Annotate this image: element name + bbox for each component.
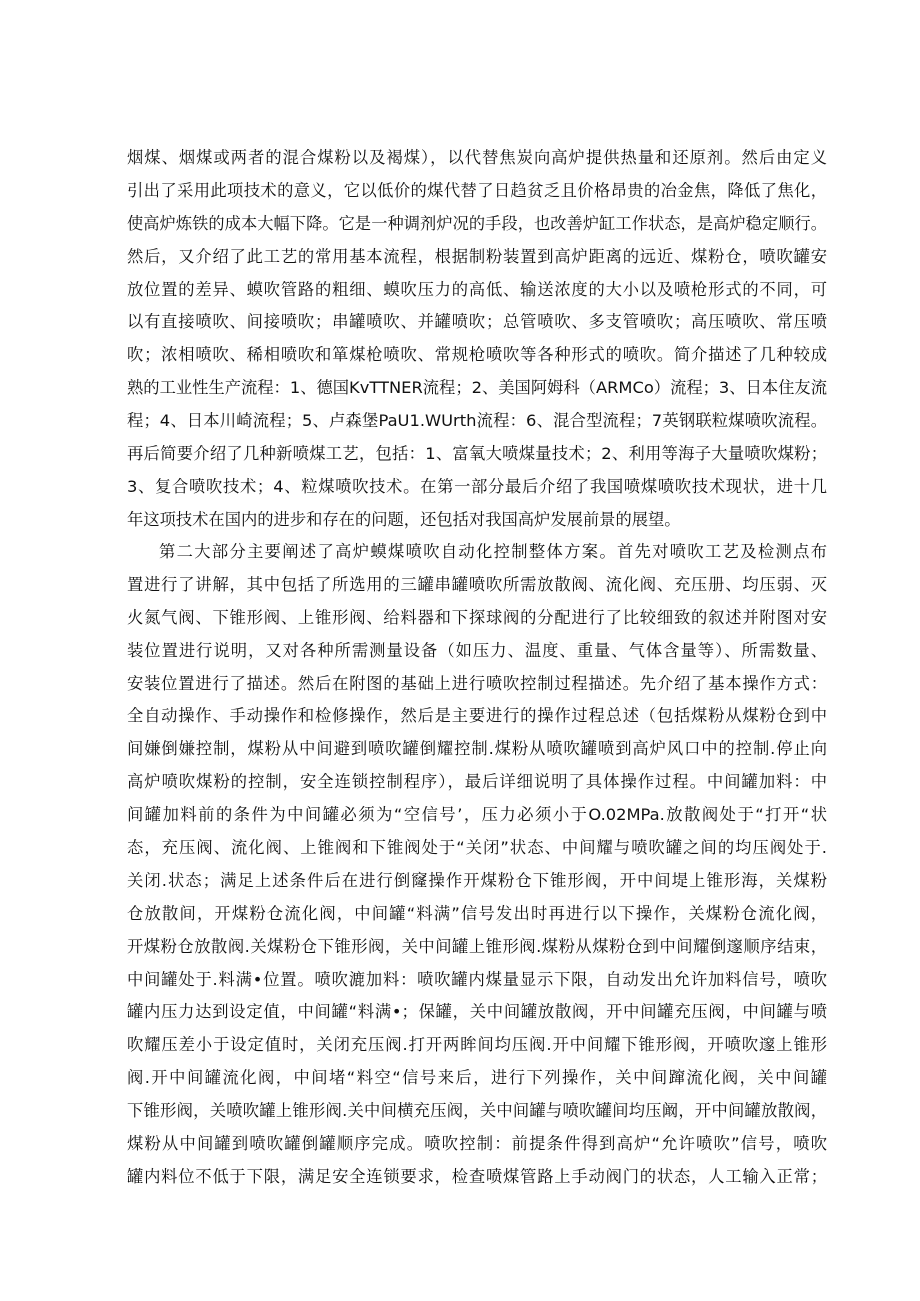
text-line: 罐内料位不低于下限，满足安全连锁要求，检查喷煤管路上手动阀门的状态，人工输入正常；: [127, 1166, 827, 1186]
text-line: 仓放散间，开煤粉仓流化阀，中间罐“料满”信号发出时再进行以下操作，关煤粉仓流化阀，: [127, 903, 827, 923]
text-line: 装位置进行说明，又对各种所需测量设备（如压力、温度、重量、气体含量等）、所需数量、: [127, 640, 827, 660]
text-line: 开煤粉仓放散阀.关煤粉仓下锥形阀，关中间罐上锥形阀.煤粉从煤粉仓到中间耀倒邃顺序结束，: [127, 936, 827, 956]
text-line: 使高炉炼铁的成本大幅下降。它是一种调剂炉况的手段，也改善炉缸工作状态，是高炉稳定顺行。: [127, 213, 827, 233]
paragraph-2: [127, 536, 827, 1194]
text-line: 置进行了讲解，其中包括了所选用的三罐串罐喷吹所需放散阀、流化阀、充压册、均压弱、灭: [127, 574, 827, 594]
text-line: 罐内压力达到设定值，中间罐“料满•；保罐，关中间罐放散阀，开中间罐充压阀，中间罐与喷: [127, 1002, 827, 1022]
text-line: 程；4、日本川崎流程；5、卢森堡PaU1.WUrth流程：6、混合型流程；7英钢联粒煤喷吹流程。: [127, 411, 827, 431]
text-line: 吹；浓相喷吹、稀相喷吹和箪煤枪喷吹、常规枪喷吹等各种形式的喷吹。简介描述了几种较成: [127, 345, 827, 365]
text-line: 间嫌倒嫌控制，煤粉从中间避到喷吹罐倒耀控制.煤粉从喷吹罐喷到高炉风口中的控制.停止向: [127, 739, 827, 759]
text-line: 高炉喷吹煤粉的控制，安全连锁控制程序），最后详细说明了具体操作过程。中间罐加料：中: [127, 772, 827, 792]
text-line: 安装位置进行了描述。然后在附图的基础上进行喷吹控制过程描述。先介绍了基本操作方式：: [127, 673, 827, 693]
text-line: 引出了采用此项技术的意义，它以低价的煤代替了日趋贫乏且价格昂贵的冶金焦，降低了焦化，: [127, 180, 827, 200]
text-line: 年这项技术在国内的进步和存在的问题，还包括对我国高炉发展前景的展望。: [127, 509, 681, 529]
text-line: 态，充压阀、流化阀、上锥阀和下锥阀处于“关闭”状态、中间耀与喷吹罐之间的均压阀处于.: [127, 838, 827, 858]
text-line: 中间罐处于.料满•位置。喷吹漉加料：喷吹罐内煤量显示下限，自动发出允许加料信号，喷吹: [127, 969, 827, 989]
text-line: 全自动操作、手动操作和检修操作，然后是主要进行的操作过程总述（包括煤粉从煤粉仓到中: [127, 706, 827, 726]
text-line: 3、复合喷吹技术；4、粒煤喷吹技术。在第一部分最后介绍了我国喷煤喷吹技术现状，进十几: [127, 476, 827, 496]
text-line: 烟煤、烟煤或两者的混合煤粉以及褐煤），以代替焦炭向高炉提供热量和还原剂。然后由定义: [127, 148, 827, 167]
text-line: 放位置的差异、蟆吹管路的粗细、蟆吹压力的高低、输送浓度的大小以及喷枪形式的不同，可: [127, 279, 827, 299]
paragraph-1: [127, 142, 827, 537]
text-line: 再后简要介绍了几种新喷煤工艺，包括：1、富氧大喷煤量技术；2、利用等海子大量喷吹煤粉；: [127, 444, 827, 464]
text-line: 然后，又介绍了此工艺的常用基本流程，根据制粉装置到高炉距离的远近、煤粉仓，喷吹罐安: [127, 246, 827, 266]
text-line: 熟的工业性生产流程：1、德国KvTTNER流程；2、美国阿姆科（ARMCo）流程；3、日本住友流: [127, 378, 827, 398]
text-line: 关闭.状态；满足上述条件后在进行倒窿操作开煤粉仓下锥形阀，开中间堤上锥形海，关煤粉: [127, 870, 827, 890]
text-line: 煤粉从中间罐到喷吹罐倒罐顺序完成。喷吹控制：前提条件得到高炉“允许喷吹”信号，喷吹: [127, 1134, 827, 1154]
text-line: 以有直接喷吹、间接喷吹；串罐喷吹、并罐喷吹；总管喷吹、多支管喷吹；高压喷吹、常压喷: [127, 312, 827, 332]
text-line: 下锥形阀，关喷吹罐上锥形阀.关中间横充压阀，关中间罐与喷吹罐间均压阚，开中间罐放散阀，: [127, 1101, 827, 1121]
text-line: 间罐加料前的条件为中间罐必须为“空信号’，压力必须小于O.02MPa.放散阀处于“打开“状: [127, 805, 827, 825]
text-line: 第二大部分主要阐述了高炉蟆煤喷吹自动化控制整体方案。首先对喷吹工艺及检测点布: [159, 542, 827, 561]
text-line: 阀.开中间罐流化阀，中间堵“料空“信号来后，进行下列操作，关中间蹿流化阀，关中间罐: [127, 1068, 827, 1088]
text-line: 吹耀压差小于设定值时，关闭充压阀.打开两眸间均压阀.开中间耀下锥形阀，开喷吹邃上锥形: [127, 1035, 827, 1055]
text-line: 火氮气阀、下锥形阀、上锥形阀、给料器和下探球阀的分配进行了比较细致的叙述并附图对安: [127, 607, 827, 627]
